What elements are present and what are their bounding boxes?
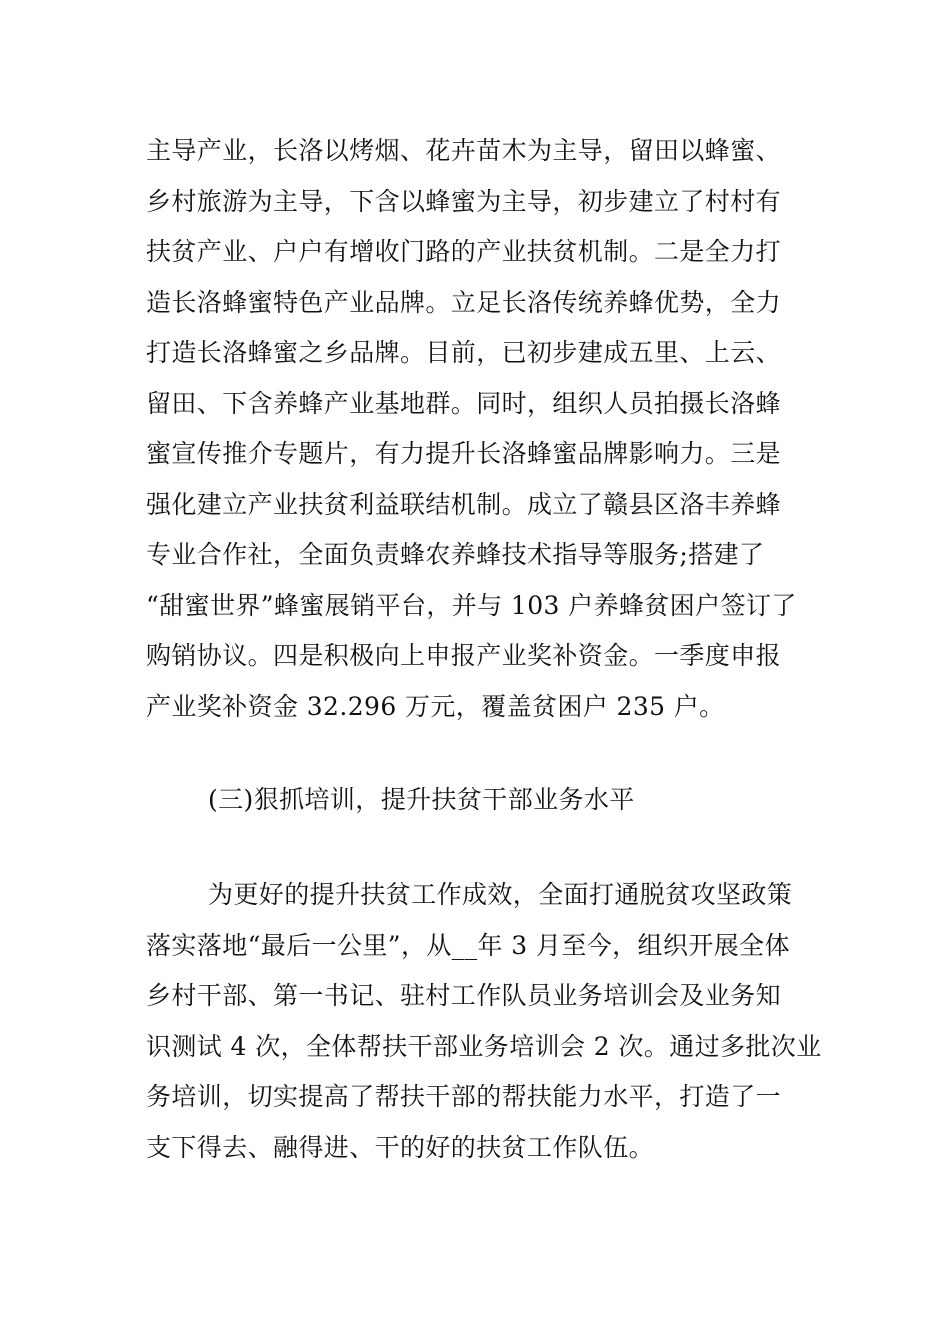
- paragraph-line: 支下得去、融得进、干的好的扶贫工作队伍。: [146, 1132, 655, 1162]
- paragraph-line: 务培训，切实提高了帮扶干部的帮扶能力水平，打造了一: [146, 1082, 782, 1111]
- body-paragraph-2: [146, 870, 822, 1173]
- paragraph-line: 扶贫产业、户户有增收门路的产业扶贫机制。二是全力打: [146, 237, 782, 266]
- paragraph-line: 打造长洛蜂蜜之乡品牌。目前，已初步建成五里、上云、: [146, 338, 782, 367]
- paragraph-line: 产业奖补资金 32.296 万元，覆盖贫困户 235 户。: [146, 691, 725, 721]
- paragraph-line: 落实落地“最后一公里”，从__年 3 月至今，组织开展全体: [146, 930, 790, 960]
- section-heading: (三)狠抓培训，提升扶贫干部业务水平: [208, 785, 635, 814]
- paragraph-line: 蜜宣传推介专题片，有力提升长洛蜂蜜品牌影响力。三是: [146, 439, 782, 468]
- body-paragraph-1: [146, 126, 816, 732]
- paragraph-line: 专业合作社，全面负责蜂农养蜂技术指导等服务;搭建了: [146, 540, 765, 569]
- paragraph-line: “甜蜜世界”蜂蜜展销平台，并与 103 户养蜂贫困户签订了: [146, 590, 797, 620]
- paragraph-line: 乡村干部、第一书记、驻村工作队员业务培训会及业务知: [146, 981, 782, 1010]
- paragraph-line: 为更好的提升扶贫工作成效，全面打通脱贫攻坚政策: [208, 880, 793, 909]
- paragraph-line: 购销协议。四是积极向上申报产业奖补资金。一季度申报: [146, 641, 782, 670]
- paragraph-line: 造长洛蜂蜜特色产业品牌。立足长洛传统养蜂优势，全力: [146, 287, 782, 317]
- paragraph-line: 留田、下含养蜂产业基地群。同时，组织人员拍摄长洛蜂: [146, 388, 782, 418]
- paragraph-line: 主导产业，长洛以烤烟、花卉苗木为主导，留田以蜂蜜、: [146, 136, 782, 165]
- paragraph-line: 识测试 4 次，全体帮扶干部业务培训会 2 次。通过多批次业: [146, 1031, 822, 1061]
- paragraph-line: 强化建立产业扶贫利益联结机制。成立了赣县区洛丰养蜂: [146, 489, 782, 519]
- paragraph-line: 乡村旅游为主导，下含以蜂蜜为主导，初步建立了村村有: [146, 186, 782, 216]
